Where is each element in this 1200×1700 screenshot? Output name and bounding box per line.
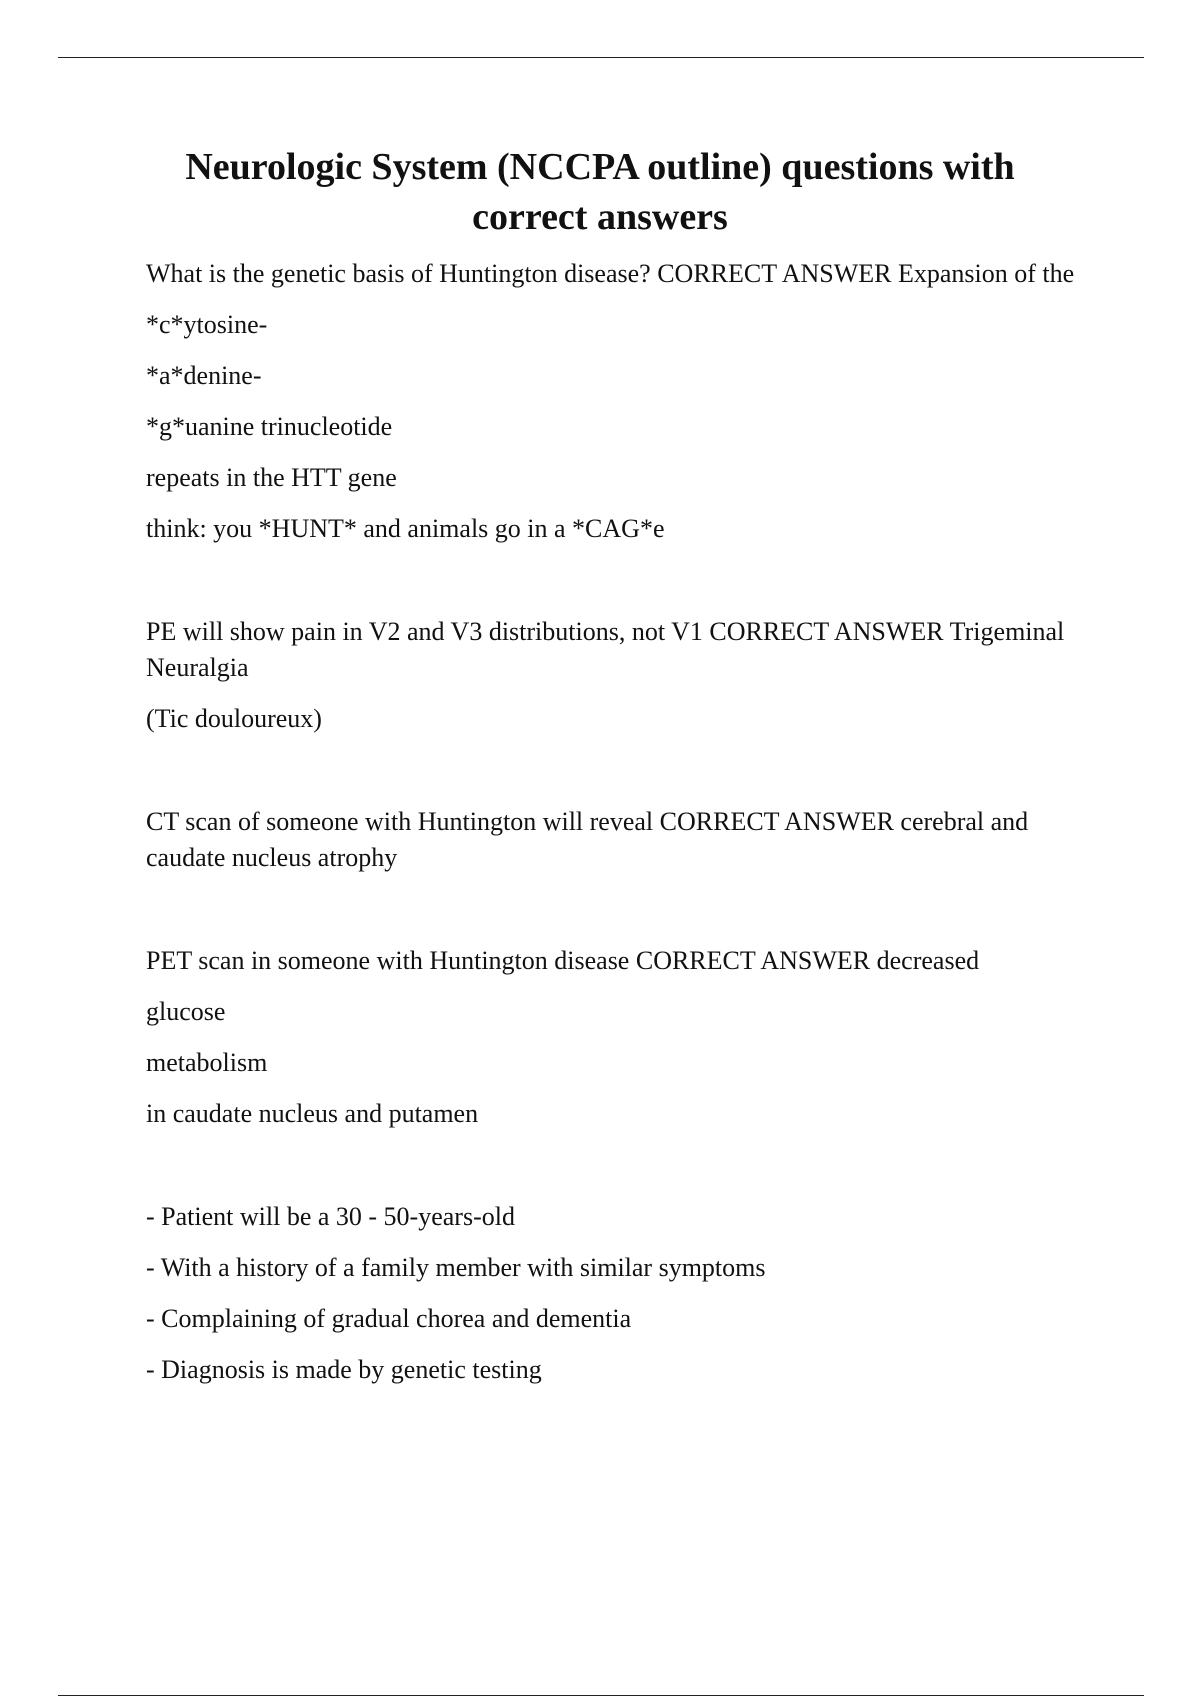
bullet-line: - Diagnosis is made by genetic testing [146, 1355, 542, 1384]
document-title [100, 142, 1100, 242]
spacer [146, 1147, 1096, 1199]
bullet-line: - Complaining of gradual chorea and dementia [146, 1304, 632, 1333]
spacer [146, 752, 1096, 804]
answer-line: *a*denine- [146, 361, 262, 390]
bottom-rule [58, 1695, 1144, 1696]
answer-line: *g*uanine trinucleotide [146, 412, 393, 441]
spacer [146, 891, 1096, 943]
answer-line: metabolism [146, 1048, 268, 1077]
answer-line: repeats in the HTT gene [146, 463, 397, 492]
qa-item-2 [146, 614, 1096, 737]
answer-line: think: you *HUNT* and animals go in a *CAG*e [146, 514, 665, 543]
top-rule [58, 57, 1144, 58]
question-text: PE will show pain in V2 and V3 distributions, not V1 CORRECT ANSWER Trigeminal Neuralgia [146, 617, 1065, 682]
qa-item-3 [146, 804, 1096, 876]
answer-line: glucose [146, 997, 226, 1026]
bullet-line: - Patient will be a 30 - 50-years-old [146, 1202, 515, 1231]
title-line-2: correct answers [472, 196, 728, 238]
qa-item-4 [146, 943, 1096, 1132]
answer-line: (Tic douloureux) [146, 704, 322, 733]
qa-item-1 [146, 256, 1096, 547]
answer-line: in caudate nucleus and putamen [146, 1099, 479, 1128]
question-text: PET scan in someone with Huntington disease CORRECT ANSWER decreased [146, 946, 980, 975]
title-line-1: Neurologic System (NCCPA outline) questions with [185, 146, 1015, 188]
qa-item-5 [146, 1199, 1096, 1388]
bullet-line: - With a history of a family member with similar symptoms [146, 1253, 766, 1282]
question-text: What is the genetic basis of Huntington disease? CORRECT ANSWER Expansion of the [146, 259, 1075, 288]
answer-line: *c*ytosine- [146, 310, 268, 339]
spacer [146, 562, 1096, 614]
question-text: CT scan of someone with Huntington will reveal CORRECT ANSWER cerebral and caudate nucleus atrophy [146, 807, 1029, 872]
document-body [146, 256, 1096, 1403]
